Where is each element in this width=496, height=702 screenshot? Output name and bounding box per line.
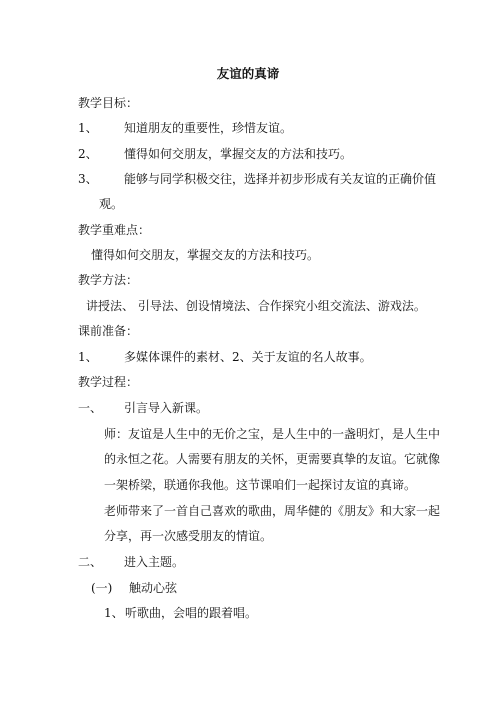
process-heading: 教学过程：	[78, 375, 139, 389]
list-number: 1、	[78, 121, 98, 135]
subsection-item-text: 听歌曲，会唱的跟着唱。	[125, 606, 258, 620]
objective-text: 懂得如何交朋友，掌握交友的方法和技巧。	[124, 147, 353, 161]
key-points-heading: 教学重难点：	[78, 223, 151, 237]
objective-text: 能够与同学积极交往，选择并初步形成有关友谊的正确价值	[124, 172, 437, 186]
subsection-number: (一)	[91, 581, 113, 595]
list-number: 3、	[78, 172, 98, 186]
objective-text-continuation: 观。	[99, 197, 124, 211]
list-number: 2、	[78, 147, 98, 161]
section-number: 二、	[78, 555, 103, 569]
section-number: 一、	[78, 401, 103, 415]
list-number: 1、	[78, 350, 98, 364]
objective-text: 知道朋友的重要性，珍惜友谊。	[124, 121, 293, 135]
objectives-heading: 教学目标：	[78, 96, 139, 110]
methods-heading: 教学方法：	[78, 273, 139, 287]
subsection-title: 触动心弦	[129, 581, 178, 595]
key-points-text: 懂得如何交朋友，掌握交友的方法和技巧。	[91, 248, 320, 262]
page-title: 友谊的真谛	[216, 66, 280, 81]
preparation-heading: 课前准备：	[78, 324, 139, 338]
section-title: 引言导入新课。	[124, 401, 209, 415]
paragraph-line: 分享，再一次感受朋友的情谊。	[104, 529, 273, 543]
paragraph-line: 老师带来了一首自己喜欢的歌曲，周华健的《朋友》和大家一起	[104, 504, 441, 518]
list-number: 1、	[104, 606, 124, 620]
paragraph-line: 师：友谊是人生中的无价之宝，是人生中的一盏明灯，是人生中	[104, 427, 441, 441]
preparation-text: 多媒体课件的素材、2、关于友谊的名人故事。	[124, 350, 372, 364]
paragraph-line: 的永恒之花。人需要有朋友的关怀，更需要真挚的友谊。它就像	[104, 452, 441, 466]
paragraph-line: 一架桥梁，联通你我他。这节课咱们一起探讨友谊的真谛。	[104, 478, 417, 492]
methods-text: 讲授法、 引导法、创设情境法、合作探究小组交流法、游戏法。	[86, 299, 426, 313]
section-title: 进入主题。	[124, 555, 185, 569]
